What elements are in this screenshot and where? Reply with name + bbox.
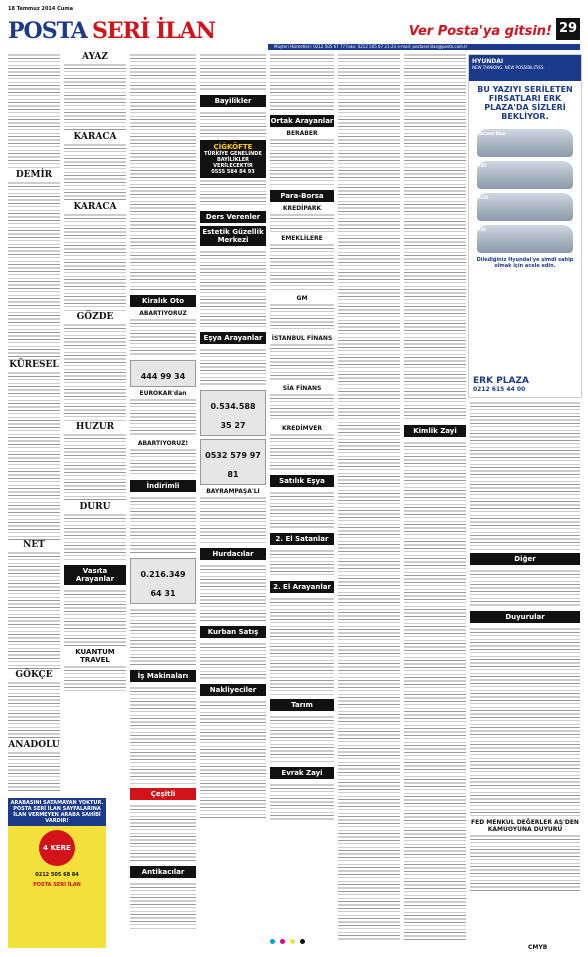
ad-heading: KREDİMVER [282, 425, 322, 432]
erk-plaza-footer [473, 376, 573, 393]
ad-text-block [270, 714, 334, 764]
category-header: 2. El Arayanlar [270, 581, 334, 593]
ad-text-block [270, 242, 334, 292]
category-header: Vasıta Arayanlar [64, 565, 126, 585]
fed-menkul-notice: FED MENKUL DEĞERLER AŞ'DEN KAMUOYUNA DUYURU [471, 819, 579, 833]
category-header: Evrak Zayi [270, 767, 334, 779]
masthead [8, 16, 580, 44]
ad-text-block [270, 392, 334, 422]
cigkofte-phone: 0555 584 84 93 [211, 169, 255, 175]
category-header: Kiralık Oto [130, 295, 196, 307]
ad-text-block [200, 641, 266, 681]
ad-text-block [270, 548, 334, 578]
ad-heading: ABARTIYORUZ [139, 310, 187, 317]
ad-text-block [130, 881, 196, 931]
ad-text-block [470, 568, 580, 608]
category-header: Duyurular [470, 611, 580, 623]
ad-text-block [270, 782, 334, 822]
hyundai-tagline: NEW THINKING. NEW POSSIBILITIES. [472, 65, 545, 70]
ad-text-block [8, 750, 60, 792]
ad-heading: BAYRAMPAŞA'LI [206, 488, 260, 495]
ad-heading: EUROKAR'dan [139, 390, 187, 397]
ad-text-block [338, 52, 400, 942]
column-6 [338, 52, 400, 942]
ad-text-block [130, 607, 196, 667]
ad-text-block [200, 563, 266, 623]
dateline: 18 Temmuz 2014 Cuma [8, 6, 73, 12]
ad-text-block [200, 495, 266, 545]
section-heading: KARACA [73, 132, 117, 142]
phone-number: 444 99 34 [140, 372, 186, 381]
hyundai-banner [469, 55, 581, 81]
ad-text-block [130, 52, 196, 292]
ad-text-block [200, 699, 266, 819]
section-heading: HUZUR [75, 422, 115, 432]
phone-ad [200, 439, 266, 485]
promo-stamp: 4 KERE [39, 830, 75, 866]
category-header: 2. El Satanlar [270, 533, 334, 545]
category-header: Kurban Satış [200, 626, 266, 638]
ad-text-block [64, 62, 126, 132]
ad-text-block [470, 400, 580, 550]
erk-headline: BU YAZIYI SERİLETEN FIRSATLARI ERK PLAZA'DA SİZLERİ BEKLİYOR. [477, 85, 573, 121]
category-header: Bayilikler [200, 95, 266, 107]
category-header: İndirimli [130, 480, 196, 492]
ad-text-block [130, 317, 196, 357]
phone-ad [130, 558, 196, 604]
ad-text-block [470, 833, 580, 893]
kuantum-ad: KUANTUM TRAVEL [75, 648, 115, 664]
ad-text-block [270, 490, 334, 530]
ad-text-block [64, 512, 126, 562]
ad-text-block [64, 664, 126, 694]
car-label: i20 [479, 163, 486, 168]
ad-heading: KREDİPARK [282, 205, 322, 212]
erk-plaza-name: ERK PLAZA [473, 376, 529, 386]
category-header: Hurdacılar [200, 548, 266, 560]
section-heading: DURU [79, 502, 111, 512]
ad-text-block [8, 180, 60, 360]
section-heading: DEMİR [15, 170, 53, 180]
ad-text-block [270, 342, 334, 382]
print-mark: CMYB [528, 944, 548, 951]
ad-text-block [8, 52, 60, 170]
car-image [477, 161, 573, 189]
ad-text-block [8, 550, 60, 670]
category-header: Ortak Arayanlar [270, 117, 334, 125]
promo-logo: POSTA SERİ İLAN [33, 882, 81, 888]
ad-text-block [200, 52, 266, 92]
phone-number: 0.216.349 64 31 [140, 570, 186, 598]
car-image [477, 129, 573, 157]
category-header: Satılık Eşya [270, 475, 334, 487]
page-number: 29 [556, 18, 580, 40]
column-3 [130, 52, 196, 942]
category-header: Ders Verenler [200, 211, 266, 223]
category-header: Estetik Güzellik Merkezi [200, 226, 266, 246]
erk-plaza-phone: 0212 615 44 00 [473, 386, 526, 393]
promo-title: ARABASINI SATAMAYAN YOKTUR. POSTA SERİ İLAN SAYFALARINA İLAN VERMEYEN ARABA SAHİBİ VARDIR! [8, 798, 106, 826]
column-2 [64, 52, 126, 792]
registration-dot [280, 939, 285, 944]
category-header: Tarım [270, 699, 334, 711]
ad-text-block [64, 322, 126, 422]
ad-text-block [200, 347, 266, 387]
category-header: Nakliyeciler [200, 684, 266, 696]
section-heading: KÜRESEL [9, 360, 59, 370]
ad-heading: ABARTIYORUZ! [137, 440, 189, 447]
ad-text-block [270, 137, 334, 187]
car-image [477, 225, 573, 253]
ad-heading: EMEKLİLERE [281, 235, 323, 242]
promo-phone: 0212 505 68 84 [35, 872, 79, 878]
column-5 [270, 52, 334, 942]
column-4 [200, 52, 266, 942]
ad-text-block [8, 680, 60, 740]
ad-text-block [404, 440, 466, 940]
cigkofte-title: ÇİĞKÖFTE [213, 143, 253, 151]
ad-text-block [130, 447, 196, 477]
column-7 [404, 52, 466, 942]
car-image [477, 193, 573, 221]
section-heading: GÖKÇE [15, 670, 53, 680]
column-8 [470, 400, 580, 935]
cigkofte-ad [200, 140, 266, 178]
erk-plaza-ad [468, 54, 582, 398]
ad-text-block [130, 397, 196, 437]
category-header: İş Makinaları [130, 670, 196, 682]
phone-ad [200, 390, 266, 436]
ad-text-block [270, 212, 334, 232]
ad-text-block [64, 212, 126, 312]
ad-text-block [270, 596, 334, 696]
section-heading: ANADOLU [8, 740, 60, 750]
contact-bar: Müşteri Hizmetleri: 0212 505 67 77 Faks: 0212 505 67 21-23 e-mail: postaseriilan@posta.com.tr [268, 44, 580, 50]
registration-dot [300, 939, 305, 944]
ad-text-block [200, 110, 266, 140]
registration-dot [290, 939, 295, 944]
ad-text-block [8, 370, 60, 540]
registration-dot [270, 939, 275, 944]
ad-heading: BERABER [286, 130, 318, 137]
seri-ilan-logo: SERİ İLAN [92, 18, 215, 44]
ad-text-block [130, 495, 196, 555]
ad-text-block [130, 803, 196, 863]
posta-logo: POSTA [8, 18, 87, 44]
column-1 [8, 52, 60, 792]
category-header: Çeşitli [130, 788, 196, 800]
slogan: Ver Posta'ya gitsin! [408, 24, 552, 39]
ad-heading: İSTANBUL FİNANS [271, 335, 333, 342]
section-heading: AYAZ [82, 52, 108, 62]
section-heading: GÖZDE [76, 312, 114, 322]
phone-number: 0.534.588 35 27 [210, 402, 256, 430]
ad-text-block [64, 432, 126, 502]
hyundai-brand: HYUNDAI [472, 58, 504, 65]
ad-text-block [64, 142, 126, 202]
ad-text-block [470, 626, 580, 816]
section-heading: NET [23, 540, 45, 550]
car-label: ix35 [479, 195, 489, 200]
category-header: Antikacılar [130, 866, 196, 878]
category-header: Kimlik Zayi [404, 425, 466, 437]
phone-number: 0532 579 97 81 [205, 451, 261, 479]
phone-ad [130, 360, 196, 387]
cigkofte-subtitle: TÜRKİYE GENELİNDE BAYİLİKLER VERİLECEKTİR [204, 151, 262, 169]
ad-text-block [404, 52, 466, 422]
category-header: Eşya Arayanlar [200, 332, 266, 344]
section-heading: KARACA [73, 202, 117, 212]
ad-text-block [200, 249, 266, 329]
posta-seri-ilan-promo [8, 798, 106, 948]
ad-text-block [270, 302, 334, 332]
ad-heading: GM [296, 295, 308, 302]
ad-heading: SİA FİNANS [282, 385, 322, 392]
ad-text-block [64, 588, 126, 648]
ad-text-block [270, 432, 334, 472]
category-header: Diğer [470, 553, 580, 565]
car-label: Accent Blue [479, 131, 506, 136]
category-header: Para-Borsa [270, 190, 334, 202]
ad-text-block [200, 178, 266, 208]
car-label: i30 [479, 227, 486, 232]
erk-note: Dilediğiniz Hyundai'ye şimdi sahip olmak için acele edin. [476, 257, 574, 269]
ad-text-block [270, 52, 334, 112]
ad-text-block [130, 685, 196, 785]
